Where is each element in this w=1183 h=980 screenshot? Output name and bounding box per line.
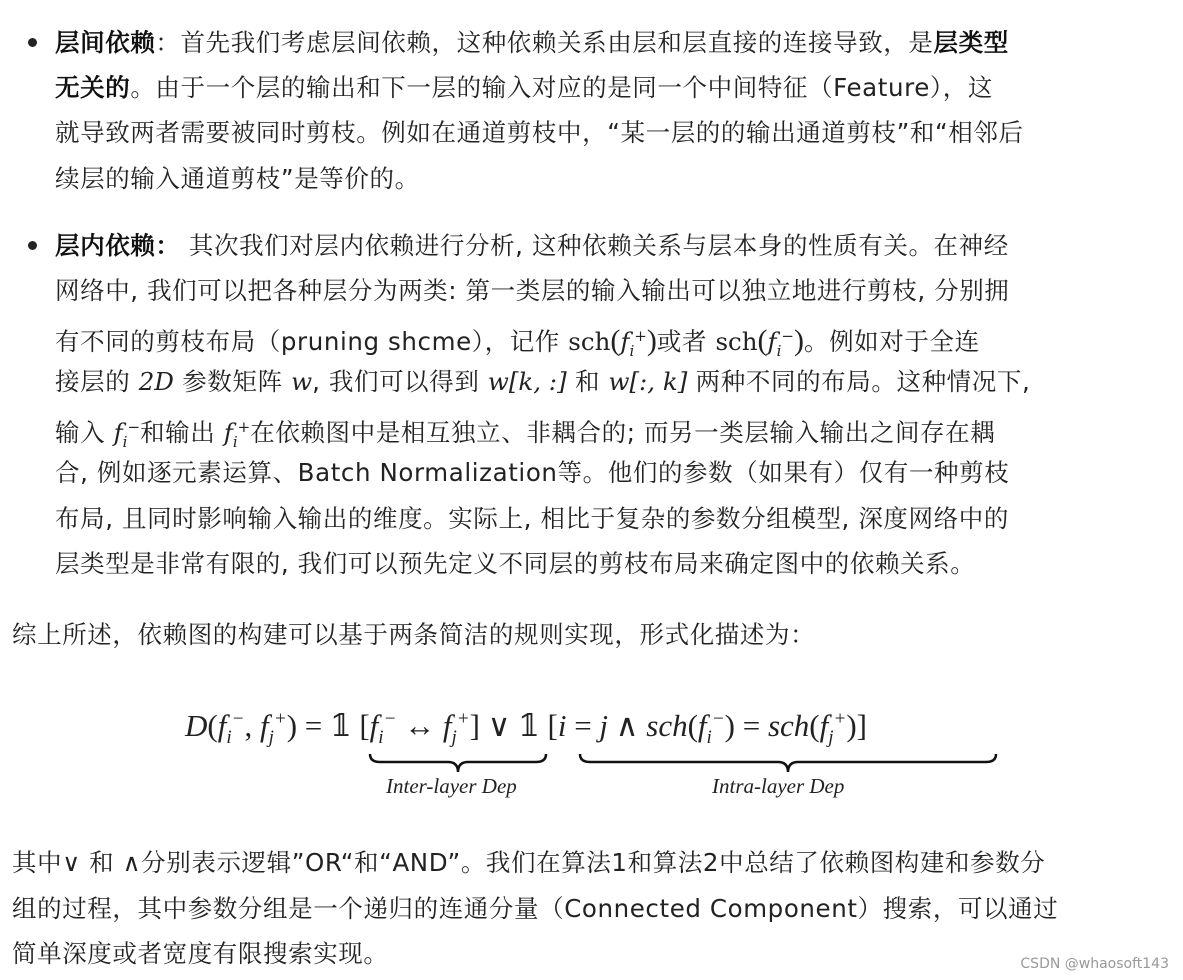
bullet-dot bbox=[28, 241, 37, 250]
math: sch bbox=[646, 708, 688, 743]
text: 。由于一个层的输出和下一层的输入对应的是同一个中间特征（Feature），这 bbox=[130, 73, 993, 102]
math-text: sch bbox=[568, 327, 611, 357]
text-line: 续层的输入通道剪枝”是等价的。 bbox=[55, 164, 420, 193]
or-symbol: ∨ bbox=[487, 708, 511, 743]
math: D bbox=[185, 708, 208, 743]
dependency-formula: $D(f_i^-$, $f_j^+$) = 𝟙 [$f_i^-$ ↔ $f_j^+$] ∨ 𝟙 [i = j ∧ $sch(f_i^-) = sch(f_j^+)$] bbox=[185, 708, 867, 749]
text-line: 就导致两者需要被同时剪枝。例如在通道剪枝中，“某一层的的输出通道剪枝”和“相邻后 bbox=[55, 118, 1024, 147]
text: ：首先我们考虑层间依赖，这种依赖关系由层和层直接的连接导致，是 bbox=[155, 28, 934, 57]
text: , 我们可以得到 bbox=[312, 367, 488, 396]
math: sch bbox=[767, 708, 810, 743]
math: w[:, k] bbox=[608, 367, 688, 396]
math-f-minus: $f_i^-$ bbox=[113, 418, 141, 452]
and-symbol: ∧ bbox=[615, 708, 639, 743]
text: 两种不同的布局。这种情况下, bbox=[687, 367, 1031, 396]
text: 和输出 bbox=[140, 418, 224, 448]
text-line: 组的过程，其中参数分组是一个递归的连通分量（Connected Component）搜索，可以通过 bbox=[12, 894, 1059, 923]
text-line bbox=[55, 359, 1030, 404]
text-line bbox=[55, 405, 995, 450]
math: w bbox=[291, 367, 313, 396]
label-inter-layer: Inter-layer Dep bbox=[386, 774, 517, 798]
text-line: 合, 例如逐元素运算、Batch Normalization等。他们的参数（如果有）仅有一种剪枝 bbox=[55, 458, 1010, 487]
summary-paragraph: 综上所述，依赖图的构建可以基于两条简洁的规则实现，形式化描述为： bbox=[12, 620, 816, 649]
text: 参数矩阵 bbox=[173, 367, 292, 396]
watermark: CSDN @whaosoft143 bbox=[1020, 956, 1169, 972]
indicator-symbol: 𝟙 bbox=[330, 708, 352, 743]
bullet-dot bbox=[28, 38, 37, 47]
text: 接层的 bbox=[55, 367, 139, 396]
text: 其次我们对层内依赖进行分析, 这种依赖关系与层本身的性质有关。在神经 bbox=[180, 231, 1009, 260]
math-text: sch bbox=[715, 327, 758, 357]
text-line: 布局, 且同时影响输入输出的维度。实际上, 相比于复杂的参数分组模型, 深度网络中的 bbox=[55, 504, 1009, 533]
text-line: 层类型是非常有限的, 我们可以预先定义不同层的剪枝布局来确定图中的依赖关系。 bbox=[55, 549, 976, 578]
math-f-plus: $f_i^+$ bbox=[223, 418, 251, 452]
text-line bbox=[55, 223, 1009, 268]
text-line bbox=[55, 314, 980, 359]
math-sch-fplus: $sch(f_i^+)$ bbox=[568, 324, 657, 361]
bold-term: 层类型 bbox=[933, 28, 1009, 57]
text: 。例如对于全连 bbox=[803, 327, 980, 357]
text: 有不同的剪枝布局（pruning shcme），记作 bbox=[55, 327, 569, 357]
text: 或者 bbox=[656, 327, 716, 357]
underbrace-inter bbox=[368, 752, 548, 774]
text: 输入 bbox=[55, 418, 114, 448]
label-intra-layer: Intra-layer Dep bbox=[712, 774, 845, 798]
text: 和 bbox=[566, 367, 609, 396]
math: 2D bbox=[138, 367, 174, 396]
underbrace-intra bbox=[578, 752, 998, 774]
bold-term: 无关的 bbox=[55, 73, 131, 102]
text-line: 其中∨ 和 ∧分别表示逻辑”OR“和“AND”。我们在算法1和算法2中总结了依赖图构建和参数分 bbox=[12, 848, 1046, 877]
text-line: 简单深度或者宽度有限搜索实现。 bbox=[12, 939, 389, 968]
bold-term: 层内依赖： bbox=[55, 231, 181, 260]
math: w[k, :] bbox=[487, 367, 567, 396]
text-line: 网络中, 我们可以把各种层分为两类: 第一类层的输入输出可以独立地进行剪枝, 分别拥 bbox=[55, 276, 1010, 305]
indicator-symbol: 𝟙 bbox=[518, 708, 540, 743]
bold-term: 层间依赖 bbox=[55, 28, 156, 57]
text: 在依赖图中是相互独立、非耦合的; 而另一类层输入输出之间存在耦 bbox=[250, 418, 996, 448]
math-sch-fminus: $sch(f_i^-)$ bbox=[715, 324, 804, 361]
text-line bbox=[55, 65, 993, 110]
text-line bbox=[55, 20, 1009, 65]
iff-symbol: ↔ bbox=[404, 708, 436, 743]
